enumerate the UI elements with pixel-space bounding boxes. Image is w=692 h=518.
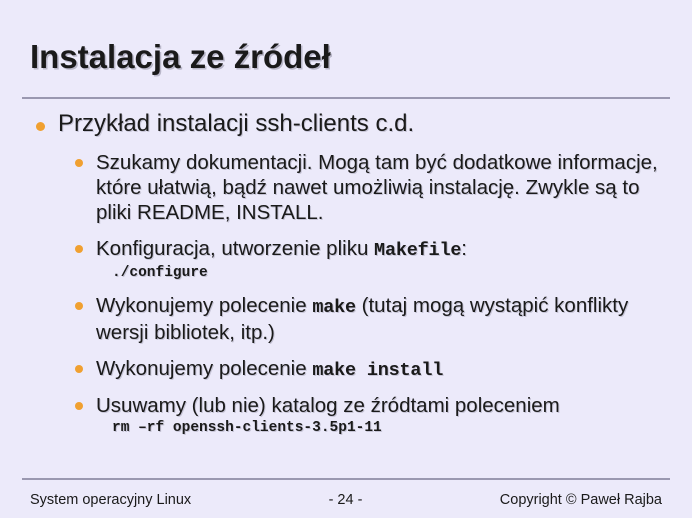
title-divider [22, 97, 670, 99]
page-title: Instalacja ze źródeł [30, 38, 331, 75]
page-number: - 24 - [328, 492, 363, 508]
list-item-text: Konfiguracja, utworzenie pliku [96, 237, 375, 260]
list-item-code-inline: make [312, 297, 356, 319]
list-item [72, 356, 670, 383]
bullet-dot-icon [75, 302, 83, 310]
list-item [72, 293, 670, 345]
list-item [72, 236, 670, 282]
list-item-code-inline: make install [312, 359, 444, 381]
list-item [72, 393, 670, 438]
bullet-dot-icon [75, 365, 83, 373]
slide-content [30, 110, 670, 449]
bullet-level1 [30, 110, 670, 138]
list-item-text: Usuwamy (lub nie) katalog ze źródtami poleceniem [96, 394, 560, 418]
footer-copyright: Copyright © Paweł Rajba [499, 492, 662, 508]
sub-bullet-list [72, 150, 670, 438]
list-item-text: Szukamy dokumentacji. Mogą tam być dodatkowe informacje, które ułatwią, bądź nawet umożliwią instalację. Zwykle są to pliki README, INSTALL. [96, 151, 658, 224]
bullet-dot-icon [75, 245, 83, 253]
code-snippet: rm –rf openssh-clients-3.5p1-11 [112, 420, 382, 437]
list-item-text: Wykonujemy polecenie [96, 356, 313, 380]
footer-divider [22, 478, 670, 480]
list-item-text-after: (tutaj mogą wystąpić konflikty wersji bibliotek, itp.) [96, 294, 629, 344]
footer-left-text: System operacyjny Linux [30, 492, 192, 508]
bullet-dot-icon [75, 159, 83, 167]
bullet-level1-label: Przykład instalacji ssh-clients c.d. [58, 110, 415, 137]
list-item-code-inline: Makefile [374, 240, 462, 261]
slide-footer [30, 492, 662, 508]
bullet-dot-icon [36, 122, 45, 131]
list-item-text: Wykonujemy polecenie [96, 294, 313, 318]
code-snippet: ./configure [112, 264, 208, 281]
bullet-dot-icon [75, 402, 83, 410]
list-item [72, 150, 670, 225]
list-item-text-after: : [461, 237, 467, 260]
